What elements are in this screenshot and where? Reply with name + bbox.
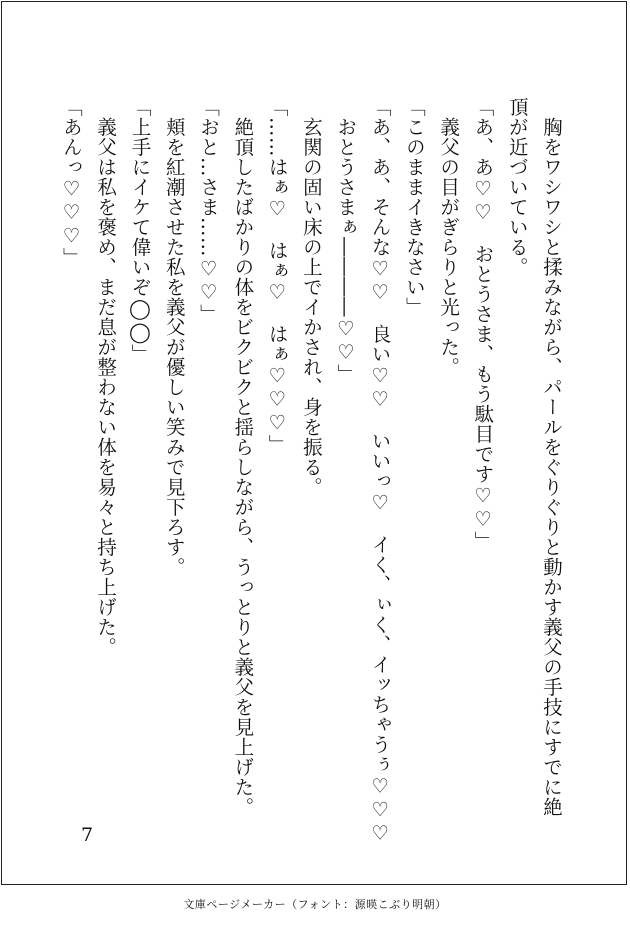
text-line: 頬を紅潮させた私を義父が優しい笑みで見下ろす。 [162, 97, 186, 577]
text-line: 義父は私を褒め、まだ息が整わない体を易々と持ち上げた。 [94, 97, 118, 657]
text-line: おとうさまぁ――――♡♡」 [334, 97, 358, 384]
text-line: 「あんっ♡♡♡」 [59, 97, 83, 268]
text-line: 玄関の固い床の上でイかされ、身を振る。 [299, 97, 323, 497]
book-page [1, 1, 627, 885]
vertical-text-body [54, 97, 568, 845]
text-line: 胸をワシワシと揉みながら、パールをぐりぐりと動かす義父の手技にすでに絶 [540, 97, 563, 817]
page-number: 7 [81, 824, 94, 846]
text-line: 絶頂したばかりの体をビクビクと揺らしながら、うっとりと義父を見上げた。 [231, 97, 255, 817]
text-line: 義父の目がぎらりと光った。 [437, 97, 461, 377]
text-line: 頂が近づいている。 [505, 97, 529, 277]
text-line: 「あ、あ♡♡ おとうさま、もう駄目です♡♡」 [471, 97, 495, 551]
footer-credit: 文庫ページメーカー（フォント：源暎こぶり明朝） [183, 898, 447, 911]
text-line: 「おと…さま……♡♡」 [197, 97, 221, 324]
text-line: 「あ、あ、そんな♡♡ 良い♡♡ いいっ♡ イく、ぃく、イッちゃうぅ♡♡♡ [368, 97, 392, 845]
text-line: 「……はぁ♡ はぁ♡ はぁ♡♡♡」 [265, 97, 289, 455]
text-line: 「このままイきなさい」 [402, 97, 426, 317]
text-line: 「上手にイケて偉いぞ◯◯」 [128, 97, 152, 364]
